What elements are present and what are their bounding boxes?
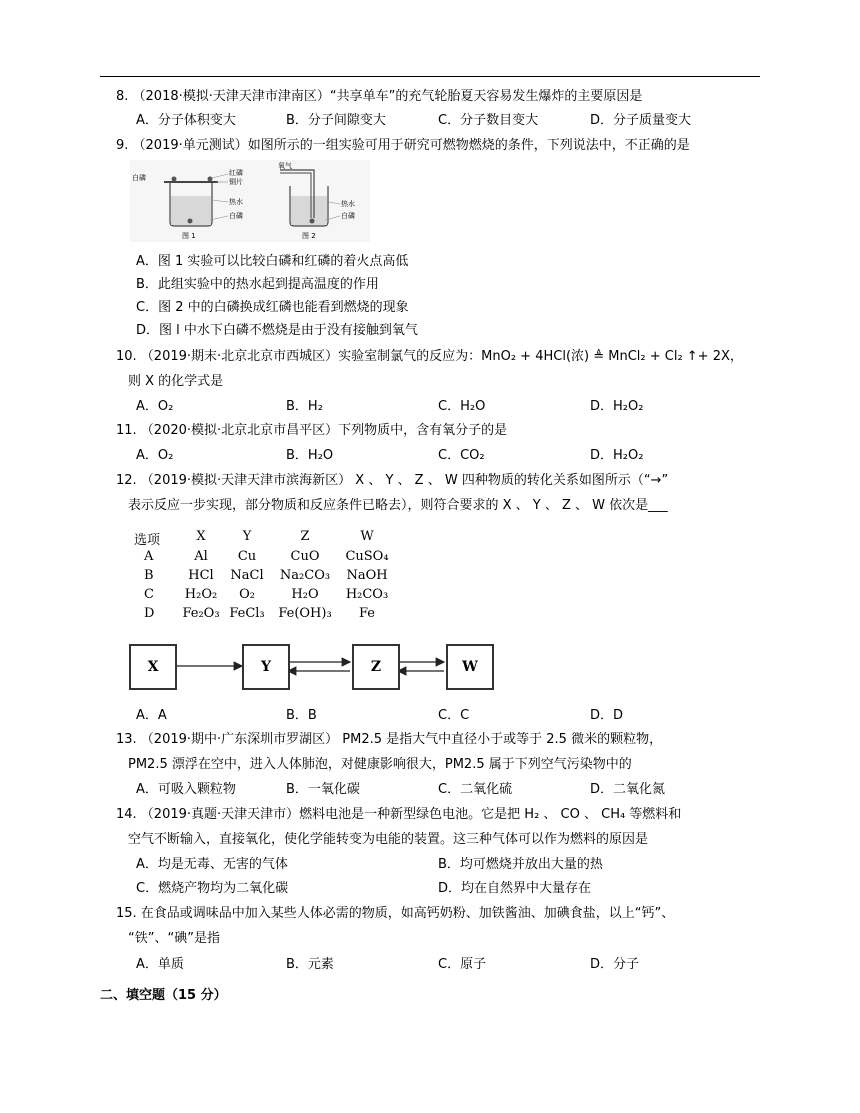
q12-option-c: C．C xyxy=(438,708,470,723)
table-row-c-label: C xyxy=(144,587,154,602)
q10-option-c: C．H₂O xyxy=(438,399,486,414)
q15-option-d: D．分子 xyxy=(590,957,640,972)
q13-option-a: A．可吸入颗粒物 xyxy=(136,782,236,797)
table-row-d-y: FeCl₃ xyxy=(229,606,265,621)
question-8-stem: 8. （2018·模拟·天津天津市津南区）“共享单车”的充气轮胎夏天容易发生爆炸的主要原因是 xyxy=(116,89,643,104)
table-row-c-w: H₂CO₃ xyxy=(345,587,389,602)
q11-option-b: B．H₂O xyxy=(286,448,334,463)
q10-option-b: B．H₂ xyxy=(286,399,323,414)
q8-option-c: C．分子数目变大 xyxy=(438,113,539,128)
q11-option-d: D．H₂O₂ xyxy=(590,448,644,463)
q14-option-b: B．均可燃烧并放出大量的热 xyxy=(438,857,603,872)
section-2-heading: 二、填空题（15 分） xyxy=(100,988,227,1003)
diagram-box-x: X xyxy=(129,644,177,690)
q15-option-c: C．原子 xyxy=(438,957,487,972)
question-14-stem: 14. （2019·真题·天津天津市）燃料电池是一种新型绿色电池。它是把 H₂ 、 CO 、 CH₄ 等燃料和 xyxy=(116,807,682,822)
fig1-label-white-phosphorus-2: 白磷 xyxy=(229,212,243,220)
table-row-b-x: HCl xyxy=(188,568,214,583)
question-10-stem: 10. （2019·期末·北京北京市西城区）实验室制氯气的反应为：MnO₂ + 4HCl(浓) ≜ MnCl₂ + Cl₂ ↑+ 2X， xyxy=(116,349,743,364)
q13-option-b: B．一氧化碳 xyxy=(286,782,360,797)
diagram-box-w: W xyxy=(446,644,494,690)
q14-option-a: A．均是无毒、无害的气体 xyxy=(136,857,288,872)
q10-option-d: D．H₂O₂ xyxy=(590,399,644,414)
q14-option-d: D．均在自然界中大量存在 xyxy=(438,881,592,896)
table-row-c-x: H₂O₂ xyxy=(184,587,218,602)
table-row-b-y: NaCl xyxy=(230,568,264,583)
question-12-stem-continued: 表示反应一步实现，部分物质和反应条件已略去），则符合要求的 X 、 Y 、 Z 、 W 依次是___ xyxy=(128,498,668,513)
fig2-label-white-phosphorus: 白磷 xyxy=(341,212,355,220)
table-header-y: Y xyxy=(242,529,252,544)
table-row-d-x: Fe₂O₃ xyxy=(182,606,220,621)
q12-option-b: B．B xyxy=(286,708,317,723)
q11-option-c: C．CO₂ xyxy=(438,448,485,463)
q8-option-d: D．分子质量变大 xyxy=(590,113,692,128)
combustion-experiment-figure xyxy=(130,160,370,242)
question-14-stem-continued: 空气不断输入，直接氧化，使化学能转变为电能的装置。这三种气体可以作为燃料的原因是 xyxy=(128,832,649,847)
table-row-c-z: H₂O xyxy=(291,587,319,602)
fig2-label-oxygen: 氧气 xyxy=(278,162,292,170)
header-rule xyxy=(100,76,760,77)
table-row-a-w: CuSO₄ xyxy=(345,549,389,564)
question-15-stem-continued: “铁”、“碘”是指 xyxy=(128,931,220,946)
question-13-stem-continued: PM2.5 漂浮在空中，进入人体肺泡，对健康影响很大，PM2.5 属于下列空气污染物中的 xyxy=(128,757,632,772)
white-phosphorus-dot xyxy=(172,177,177,182)
figure-1-caption: 图 1 xyxy=(182,232,196,240)
q11-option-a: A．O₂ xyxy=(136,448,174,463)
red-phosphorus-dot xyxy=(208,177,213,182)
q9-option-b: B．此组实验中的热水起到提高温度的作用 xyxy=(136,277,379,292)
question-10-stem-continued: 则 X 的化学式是 xyxy=(128,374,224,389)
fig1-label-copper: 铜片 xyxy=(229,178,243,186)
q12-option-a: A．A xyxy=(136,708,167,723)
table-row-a-z: CuO xyxy=(290,549,320,564)
question-13-stem: 13. （2019·期中·广东深圳市罗湖区） PM2.5 是指大气中直径小于或等于 2.5 微米的颗粒物， xyxy=(116,732,663,747)
q8-option-b: B．分子间隙变大 xyxy=(286,113,386,128)
question-11-stem: 11. （2020·模拟·北京北京市昌平区）下列物质中，含有氧分子的是 xyxy=(116,423,508,438)
table-header-option: 选项 xyxy=(134,533,161,548)
fig1-label-hot-water: 热水 xyxy=(229,198,243,206)
table-row-b-w: NaOH xyxy=(346,568,388,583)
q10-option-a: A．O₂ xyxy=(136,399,174,414)
fig2-label-hot-water: 热水 xyxy=(341,200,355,208)
q12-option-d: D．D xyxy=(590,708,624,723)
table-row-a-x: Al xyxy=(194,549,208,564)
fig1-label-white-phosphorus: 白磷 xyxy=(132,174,146,182)
table-row-c-y: O₂ xyxy=(239,587,255,602)
q13-option-d: D．二氧化氮 xyxy=(590,782,666,797)
diagram-box-y: Y xyxy=(242,644,290,690)
fig1-label-red-phosphorus: 红磷 xyxy=(229,169,243,177)
table-header-z: Z xyxy=(300,529,310,544)
q13-option-c: C．二氧化硫 xyxy=(438,782,513,797)
table-row-b-label: B xyxy=(144,568,154,583)
table-row-d-z: Fe(OH)₃ xyxy=(278,606,332,621)
q9-option-c: C．图 2 中的白磷换成红磷也能看到燃烧的现象 xyxy=(136,300,409,315)
q14-option-c: C．燃烧产物均为二氧化碳 xyxy=(136,881,289,896)
q15-option-a: A．单质 xyxy=(136,957,184,972)
question-9-stem: 9. （2019·单元测试）如图所示的一组实验可用于研究可燃物燃烧的条件，下列说法中，不正确的是 xyxy=(116,138,690,153)
table-row-b-z: Na₂CO₃ xyxy=(279,568,331,583)
q9-option-a: A．图 1 实验可以比较白磷和红磷的着火点高低 xyxy=(136,254,409,269)
table-row-a-y: Cu xyxy=(237,549,257,564)
table-header-x: X xyxy=(196,529,206,544)
q15-option-b: B．元素 xyxy=(286,957,334,972)
table-row-d-w: Fe xyxy=(358,606,375,621)
question-12-stem: 12. （2019·模拟·天津天津市滨海新区） X 、 Y 、 Z 、 W 四种物质的转化关系如图所示（“→” xyxy=(116,473,669,488)
table-row-a-label: A xyxy=(144,549,154,564)
table-row-d-label: D xyxy=(144,606,155,621)
question-15-stem: 15. 在食品或调味品中加入某些人体必需的物质，如高钙奶粉、加铁酱油、加碘食盐，以上“钙”、 xyxy=(116,906,675,921)
q9-option-d: D．图 l 中水下白磷不燃烧是由于没有接触到氧气 xyxy=(136,323,418,338)
table-header-w: W xyxy=(360,529,374,544)
diagram-box-z: Z xyxy=(352,644,400,690)
figure-2-caption: 图 2 xyxy=(302,232,316,240)
q8-option-a: A．分子体积变大 xyxy=(136,113,236,128)
